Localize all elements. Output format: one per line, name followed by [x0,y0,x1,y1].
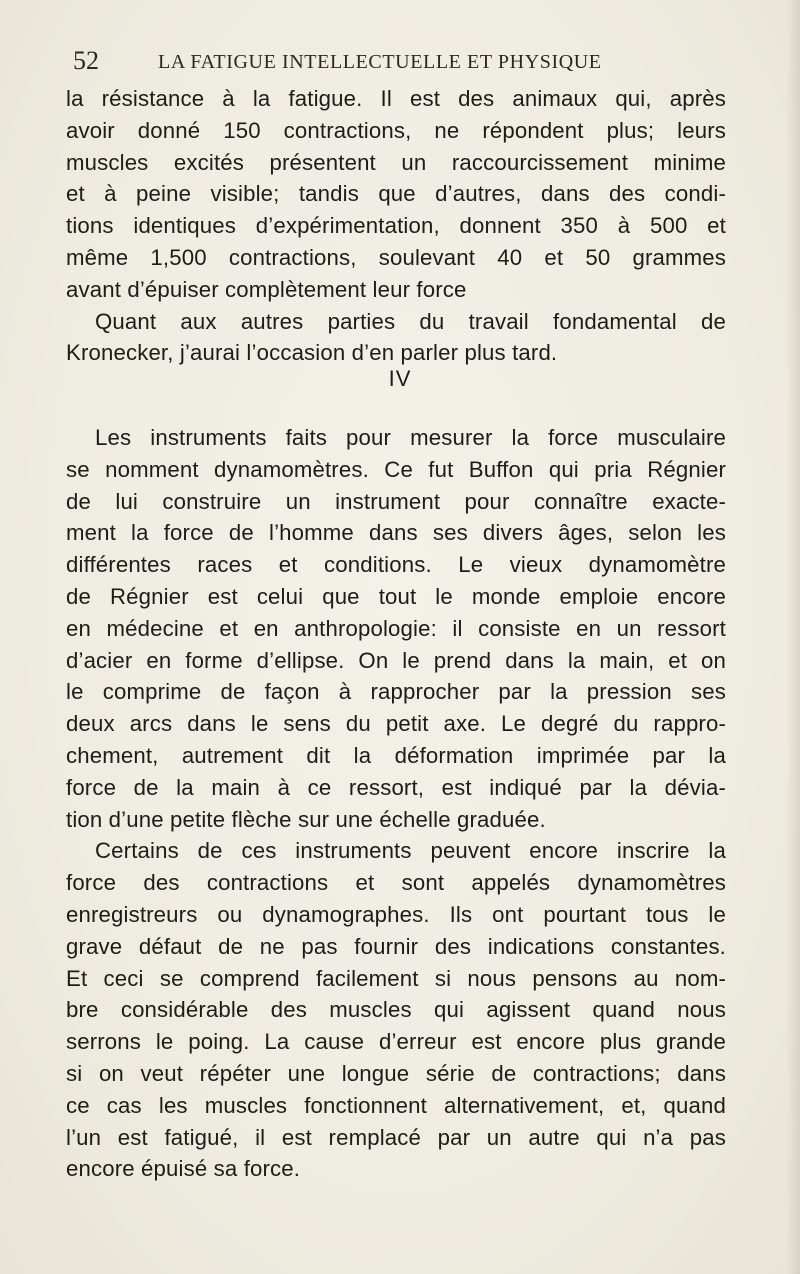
page-edge-shadow [786,0,800,1274]
text-line: si on veut répéter une longue série de contractions; dans [66,1060,726,1086]
text-line: deux arcs dans le sens du petit axe. Le degré du rappro- [66,711,726,737]
text-line: la résistance à la fatigue. Il est des animaux qui, après [66,86,726,111]
page-header [73,48,653,78]
text-line: avoir donné 150 contractions, ne répondent plus; leurs [66,117,726,143]
text-line: force des contractions et sont appelés dynamomètres [66,870,726,896]
text-line: muscles excités présentent un raccourcissement minime [66,149,726,175]
text-line: ce cas les muscles fonctionnent alternativement, et, quand [66,1092,726,1118]
text-line: d’acier en forme d’ellipse. On le prend dans la main, et on [66,647,726,673]
paragraph-dynamometers [66,422,726,1185]
text-line: le comprime de façon à rapprocher par la pression ses [66,679,726,705]
text-line: même 1,500 contractions, soulevant 40 et 50 grammes [66,244,726,270]
text-line: tion d’une petite flèche sur une échelle graduée. [66,806,546,832]
text-line: encore épuisé sa force. [66,1156,301,1182]
paragraph-continuation [66,83,726,369]
section-heading: IV [388,366,412,391]
text-line: grave défaut de ne pas fournir des indications constantes. [66,933,726,959]
text-line: enregistreurs ou dynamographes. Ils ont pourtant tous le [66,901,726,927]
text-line: en médecine et en anthropologie: il consiste en un ressort [66,615,726,641]
text-line: de Régnier est celui que tout le monde emploie encore [66,583,726,609]
text-line: Certains de ces instruments peuvent encore inscrire la [95,838,726,864]
text-line: et à peine visible; tandis que d’autres, dans des condi- [66,181,726,207]
text-line: chement, autrement dit la déformation imprimée par la [66,742,726,768]
text-line: tions identiques d’expérimentation, donnent 350 à 500 et [66,213,726,239]
text-line: Et ceci se comprend facilement si nous pensons au nom- [66,965,726,991]
text-line: Kronecker, j’aurai l’occasion d’en parler plus tard. [66,340,558,366]
text-line: l’un est fatigué, il est remplacé par un autre qui n’a pas [66,1124,726,1150]
text-line: ment la force de l’homme dans ses divers âges, selon les [66,520,726,546]
text-line: différentes races et conditions. Le vieux dynamomètre [66,552,726,578]
running-title: LA FATIGUE INTELLECTUELLE ET PHYSIQUE [158,51,602,73]
text-line: se nomment dynamomètres. Ce fut Buffon qui pria Régnier [66,456,726,482]
text-line: Quant aux autres parties du travail fondamental de [95,308,726,334]
text-line: serrons le poing. La cause d’erreur est encore plus grande [66,1029,726,1055]
text-line: avant d’épuiser complètement leur force [66,276,467,302]
text-line: de lui construire un instrument pour connaître exacte- [66,488,726,514]
text-line: Les instruments faits pour mesurer la force musculaire [95,425,726,450]
text-line: force de la main à ce ressort, est indiqué par la dévia- [66,774,726,800]
text-line: bre considérable des muscles qui agissent quand nous [66,997,726,1023]
page-number: 52 [73,46,99,75]
